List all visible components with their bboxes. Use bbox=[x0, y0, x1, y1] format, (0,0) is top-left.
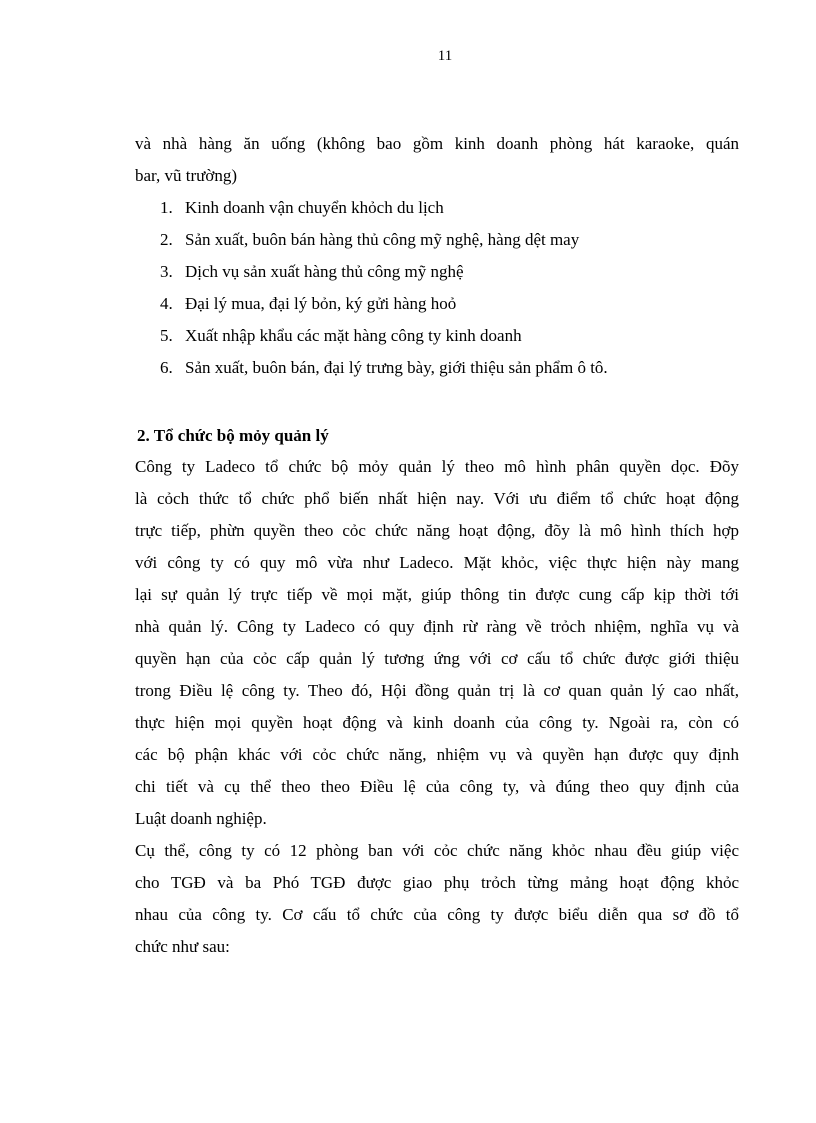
paragraph-line: các bộ phận khác với cỏc chức năng, nhiệm vụ và quyền hạn được quy định bbox=[135, 745, 739, 764]
intro-line: và nhà hàng ăn uống (không bao gồm kinh doanh phòng hát karaoke, quán bbox=[135, 134, 739, 153]
list-item-text: Kinh doanh vận chuyển khỏch du lịch bbox=[185, 198, 444, 217]
list-item-number: 6. bbox=[160, 358, 173, 377]
list-item bbox=[160, 293, 608, 325]
paragraph-line: là cỏch thức tổ chức phổ biến nhất hiện nay. Với ưu điểm tổ chức hoạt động bbox=[135, 489, 739, 508]
intro-line: bar, vũ trường) bbox=[135, 166, 238, 185]
list-item bbox=[160, 197, 608, 229]
paragraph-line: nhau của công ty. Cơ cấu tổ chức của công ty được biểu diễn qua sơ đồ tổ bbox=[135, 905, 739, 924]
list-item-number: 2. bbox=[160, 230, 173, 249]
paragraph-line: Cụ thể, công ty có 12 phòng ban với cỏc chức năng khỏc nhau đều giúp việc bbox=[135, 841, 739, 860]
list-item-text: Sản xuất, buôn bán, đại lý trưng bày, giới thiệu sản phẩm ô tô. bbox=[185, 358, 608, 377]
paragraph-line: chi tiết và cụ thể theo theo Điều lệ của công ty, và đúng theo quy định của bbox=[135, 777, 739, 796]
paragraph-line: thực hiện mọi quyền hoạt động và kinh doanh của công ty. Ngoài ra, còn có bbox=[135, 713, 739, 732]
paragraph-line: cho TGĐ và ba Phó TGĐ được giao phụ trỏch từng mảng hoạt động khỏc bbox=[135, 873, 739, 892]
paragraph-line: Công ty Ladeco tổ chức bộ mỏy quản lý theo mô hình phân quyền dọc. Đõy bbox=[135, 457, 739, 476]
list-item bbox=[160, 261, 608, 293]
page-number: 11 bbox=[437, 48, 453, 64]
paragraph-line: Luật doanh nghiệp. bbox=[135, 809, 267, 828]
list-item-text: Đại lý mua, đại lý bỏn, ký gửi hàng hoỏ bbox=[185, 294, 457, 313]
list-item-number: 3. bbox=[160, 262, 173, 281]
paragraph-line: chức như sau: bbox=[135, 937, 230, 956]
paragraph-line: trực tiếp, phừn quyền theo cỏc chức năng hoạt động, đõy là mô hình thích hợp bbox=[135, 521, 739, 540]
paragraph-line: trong Điều lệ công ty. Theo đó, Hội đồng quản trị là cơ quan quản lý cao nhất, bbox=[135, 681, 739, 700]
list-item bbox=[160, 357, 608, 389]
paragraph-line: với công ty có quy mô vừa như Ladeco. Mặt khỏc, việc thực hiện này mang bbox=[135, 553, 739, 572]
list-item bbox=[160, 325, 608, 357]
list-item-number: 5. bbox=[160, 326, 173, 345]
list-item bbox=[160, 229, 608, 261]
list-item-text: Dịch vụ sản xuất hàng thủ công mỹ nghệ bbox=[185, 262, 464, 281]
paragraph-line: quyền hạn của cỏc cấp quản lý tương ứng với cơ cấu tổ chức được giới thiệu bbox=[135, 649, 739, 668]
paragraph-line: nhà quản lý. Công ty Ladeco có quy định rừ ràng về trỏch nhiệm, nghĩa vụ và bbox=[135, 617, 739, 636]
list-item-text: Xuất nhập khẩu các mặt hàng công ty kinh doanh bbox=[185, 326, 522, 345]
list-item-text: Sản xuất, buôn bán hàng thủ công mỹ nghệ, hàng dệt may bbox=[185, 230, 580, 249]
list-item-number: 4. bbox=[160, 294, 173, 313]
business-activities-list bbox=[160, 197, 608, 389]
section-heading: 2. Tổ chức bộ mỏy quản lý bbox=[137, 426, 329, 445]
list-item-number: 1. bbox=[160, 198, 173, 217]
paragraph-line: lại sự quản lý trực tiếp về mọi mặt, giúp thông tin được cung cấp kịp thời tới bbox=[135, 585, 739, 604]
